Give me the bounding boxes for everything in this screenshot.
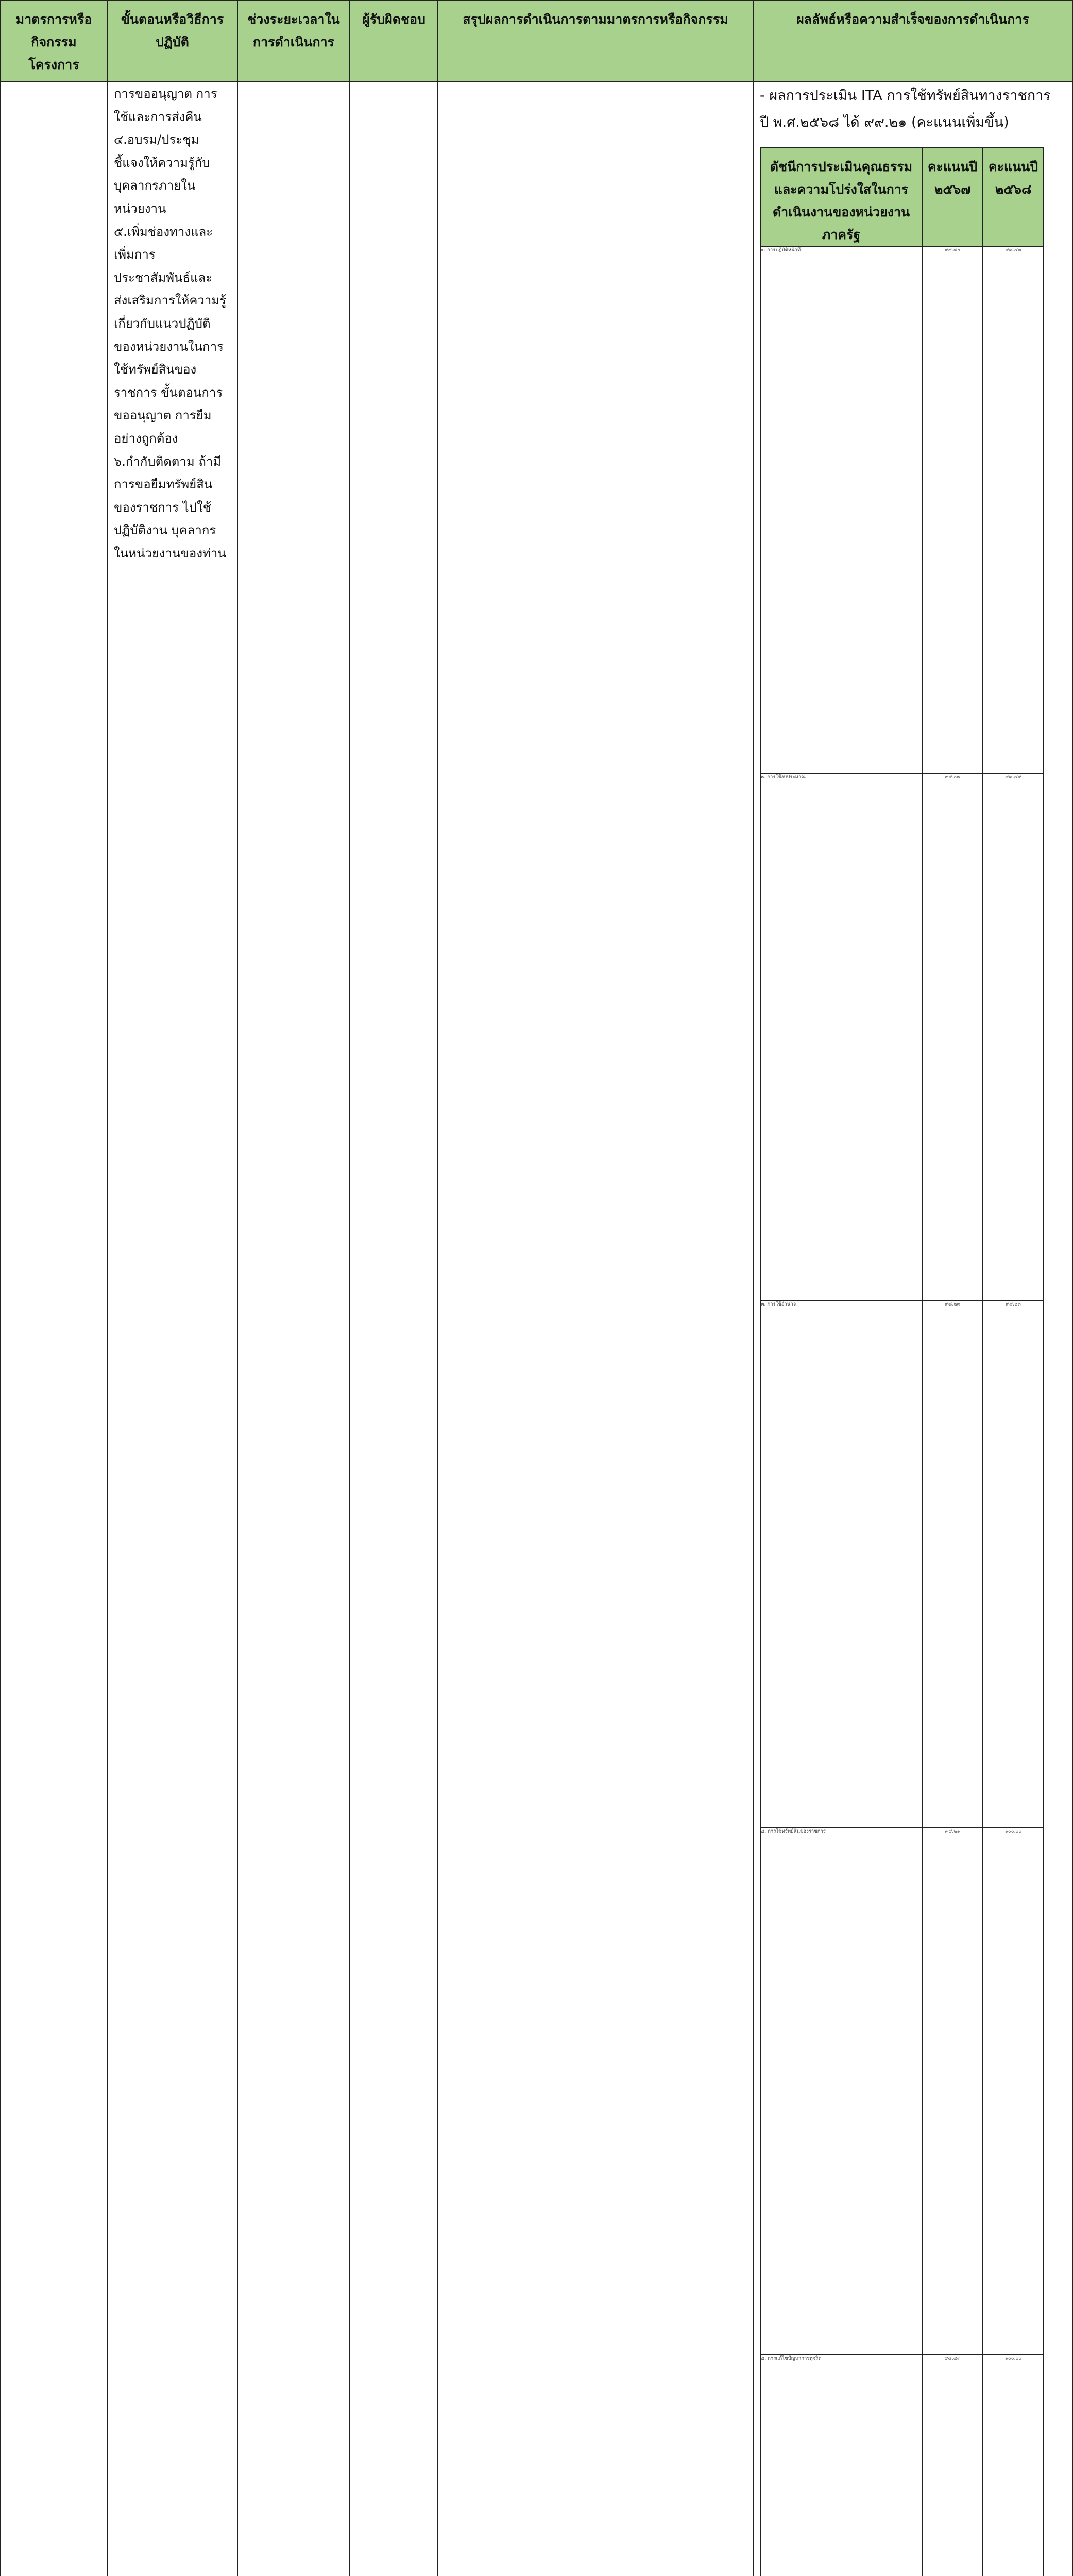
- step-line: หน่วยงาน: [114, 201, 166, 216]
- ita-score-cell: ๙๙.๘๐: [922, 247, 983, 774]
- header-period: [237, 1, 350, 82]
- ita-score-cell: ๑๐๐.๐๐: [983, 2355, 1044, 2576]
- step-line: ขออนุญาต การยืม: [114, 408, 212, 423]
- step-line: ชี้แจงให้ความรู้กับ: [114, 155, 210, 170]
- ita-score-table: [760, 147, 1044, 2576]
- step-line: ๖.กำกับติดตาม ถ้ามี: [114, 454, 222, 469]
- header-summary: [438, 1, 753, 82]
- step-line: ประชาสัมพันธ์และ: [114, 270, 213, 285]
- step-line: ใช้และการส่งคืน: [114, 109, 202, 124]
- header-period-line: การดำเนินการ: [252, 35, 335, 49]
- ita-header-2568: คะแนนปี ๒๕๖๘: [983, 148, 1044, 247]
- header-measure-line: โครงการ: [28, 57, 79, 72]
- header-responsible-line: ผู้รับผิดชอบ: [362, 12, 425, 27]
- step-line: การขอยืมทรัพย์สิน: [114, 477, 213, 492]
- header-procedure-line: ปฏิบัติ: [156, 35, 189, 49]
- step-line: ใช้ทรัพย์สินของ: [114, 362, 197, 377]
- step-line: ของหน่วยงานในการ: [114, 339, 224, 354]
- ita-table-row: [760, 1301, 1044, 1828]
- step-line: ๔.อบรม/ประชุม: [114, 132, 199, 147]
- ita-score-cell: ๙๘.๔๓: [922, 2355, 983, 2576]
- header-procedure: [107, 1, 237, 82]
- step-line: ๕.เพิ่มช่องทางและ: [114, 224, 213, 239]
- ita-index-name: ๕. การแก้ไขปัญหาการทุจริต: [760, 2355, 922, 2576]
- procedure-cell: [107, 82, 237, 2576]
- header-result-line: ผลลัพธ์หรือความสำเร็จของการดำเนินการ: [796, 12, 1029, 27]
- ita-index-name: ๒. การใช้งบประมาณ: [760, 774, 922, 1301]
- ita-index-name: ๑. การปฏิบัติหน้าที่: [760, 247, 922, 774]
- header-result: [753, 1, 1072, 82]
- ita-score-cell: ๙๙.๐๒: [922, 774, 983, 1301]
- period-cell: [237, 82, 350, 2576]
- result-line: ปี พ.ศ.๒๕๖๘ ได้ ๙๙.๒๑ (คะแนนเพิ่มขึ้น): [760, 114, 1009, 130]
- ita-header-2567: คะแนนปี ๒๕๖๗: [922, 148, 983, 247]
- ita-score-cell: ๙๘.๔๓: [983, 247, 1044, 774]
- measure-cell: [1, 82, 107, 2576]
- ita-header-index: ดัชนีการประเมินคุณธรรมและความโปร่งใสในการดำเนินงานของหน่วยงานภาครัฐ: [760, 148, 922, 247]
- result-content: [754, 82, 1072, 136]
- header-row: [1, 1, 1072, 82]
- ita-score-cell: ๙๘.๔๙: [983, 774, 1044, 1301]
- header-measure-line: กิจกรรม: [31, 35, 77, 49]
- ita-index-name: ๔. การใช้ทรัพย์สินของราชการ: [760, 1828, 922, 2355]
- header-measure: [1, 1, 107, 82]
- step-line: ส่งเสริมการให้ความรู้: [114, 293, 227, 308]
- ita-table-row: [760, 1828, 1044, 2355]
- ita-table-row: [760, 2355, 1044, 2576]
- result-line: - ผลการประเมิน ITA การใช้ทรัพย์สินทางราชการ: [760, 88, 1051, 104]
- header-measure-line: มาตรการหรือ: [15, 12, 92, 27]
- ita-table-body: [760, 247, 1044, 2576]
- ita-table-row: [760, 247, 1044, 774]
- step-line: การขออนุญาต การ: [114, 87, 217, 101]
- content-row: [1, 82, 1072, 2576]
- responsible-cell: [350, 82, 438, 2576]
- step-line: บุคลากรภายใน: [114, 178, 196, 193]
- step-line: เพิ่มการ: [114, 247, 156, 262]
- procedure-steps: [108, 82, 237, 565]
- step-line: ราชการ ขั้นตอนการ: [114, 385, 223, 400]
- summary-cell: [438, 82, 753, 2576]
- ita-table-row: [760, 774, 1044, 1301]
- ita-score-cell: ๙๙.๒๓: [983, 1301, 1044, 1828]
- ita-score-cell: ๙๙.๒๑: [922, 1828, 983, 2355]
- header-period-line: ช่วงระยะเวลาใน: [247, 12, 340, 27]
- step-line: ปฏิบัติงาน บุคลากร: [114, 523, 216, 538]
- ita-score-cell: ๙๘.๒๓: [922, 1301, 983, 1828]
- result-cell: [753, 82, 1072, 2576]
- header-procedure-line: ขั้นตอนหรือวิธีการ: [121, 12, 224, 27]
- ita-score-cell: ๑๐๐.๐๐: [983, 1828, 1044, 2355]
- step-line: ในหน่วยงานของท่าน: [114, 546, 226, 561]
- step-line: อย่างถูกต้อง: [114, 431, 178, 446]
- step-line: เกี่ยวกับแนวปฏิบัติ: [114, 316, 211, 331]
- step-line: ของราชการ ไปใช้: [114, 500, 212, 515]
- header-summary-line: สรุปผลการดำเนินการตามมาตรการหรือกิจกรรม: [463, 12, 728, 27]
- header-responsible: [350, 1, 438, 82]
- ita-index-name: ๓. การใช้อำนาจ: [760, 1301, 922, 1828]
